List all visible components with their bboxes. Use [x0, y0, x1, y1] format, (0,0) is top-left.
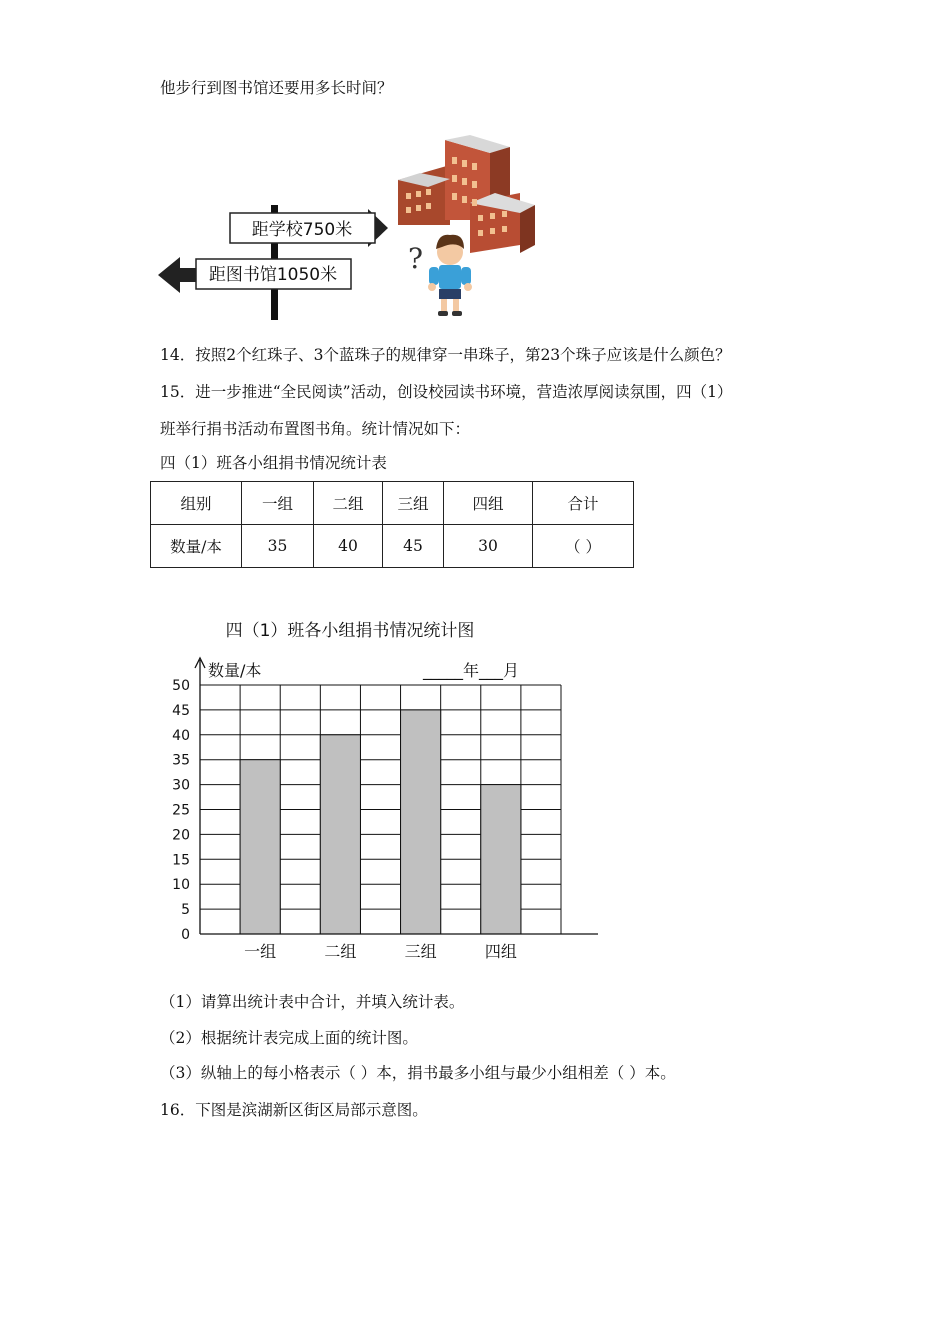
stats-table [150, 481, 634, 568]
question-15-line1: 15．进一步推进“全民阅读”活动，创设校园读书环境，营造浓厚阅读氛围，四（1） [160, 383, 733, 401]
table-cell: 数量/本 [151, 525, 242, 568]
question-15-line2: 班举行捐书活动布置图书角。统计情况如下： [160, 420, 471, 438]
y-tick-label: 25 [172, 802, 190, 819]
y-tick-label: 0 [181, 927, 190, 943]
table-caption: 四（1）班各小组捐书情况统计表 [160, 454, 387, 472]
y-tick-label: 15 [172, 852, 190, 869]
question-16: 16．下图是滨湖新区街区局部示意图。 [160, 1101, 428, 1119]
question-14: 14．按照2个红珠子、3个蓝珠子的规律穿一串珠子，第23个珠子应该是什么颜色？ [160, 346, 731, 364]
table-cell: 30 [444, 525, 533, 568]
table-cell: 组别 [151, 482, 242, 525]
table-cell: 40 [314, 525, 383, 568]
sign-library-text: 距图书馆1050米 [208, 265, 338, 285]
sign-library [158, 257, 351, 293]
library-building-icon [398, 135, 535, 253]
y-tick-label: 20 [172, 827, 190, 844]
sub-question-3: （3）纵轴上的每小格表示（ ）本，捐书最多小组与最少小组相差（ ）本。 [160, 1064, 676, 1082]
sign-school [230, 209, 388, 247]
signpost-illustration [150, 135, 550, 325]
bar-三组 [401, 710, 441, 934]
y-tick-label: 10 [172, 877, 190, 894]
sign-school-text: 距学校750米 [251, 220, 353, 240]
chart-title: 四（1）班各小组捐书情况统计图 [225, 621, 475, 641]
bar-一组 [240, 760, 280, 934]
x-tick-label: 一组 [244, 942, 277, 961]
sub-question-2: （2）根据统计表完成上面的统计图。 [160, 1029, 418, 1047]
chart-ylabel: 数量/本 [208, 661, 262, 680]
y-tick-label: 45 [172, 702, 190, 719]
y-tick-label: 40 [172, 727, 190, 744]
chart-x-labels [244, 942, 517, 961]
x-tick-label: 三组 [404, 942, 437, 961]
total-answer-cell[interactable]: （ ） [533, 525, 634, 568]
table-cell: 35 [242, 525, 314, 568]
y-tick-label: 30 [172, 777, 190, 794]
y-tick-label: 5 [181, 902, 190, 919]
table-cell: 一组 [242, 482, 314, 525]
chart-bars [240, 710, 521, 934]
y-tick-label: 35 [172, 752, 190, 769]
table-header-row [151, 482, 634, 525]
sub-question-1: （1）请算出统计表中合计，并填入统计表。 [160, 993, 465, 1011]
bar-chart [150, 612, 610, 972]
chart-date-label: _____年___月 [423, 661, 520, 680]
question-mark: ? [408, 242, 424, 275]
y-tick-label: 50 [172, 678, 190, 694]
x-tick-label: 二组 [324, 942, 357, 961]
boy-icon [428, 235, 472, 316]
table-cell: 45 [383, 525, 444, 568]
chart-y-ticks [172, 678, 190, 943]
x-tick-label: 四组 [484, 942, 517, 961]
table-cell: 四组 [444, 482, 533, 525]
table-data-row [151, 525, 634, 568]
bar-四组 [481, 785, 521, 934]
table-cell: 二组 [314, 482, 383, 525]
table-cell: 三组 [383, 482, 444, 525]
table-cell: 合计 [533, 482, 634, 525]
bar-二组 [320, 735, 360, 934]
question-13-tail: 他步行到图书馆还要用多长时间？ [160, 79, 393, 97]
